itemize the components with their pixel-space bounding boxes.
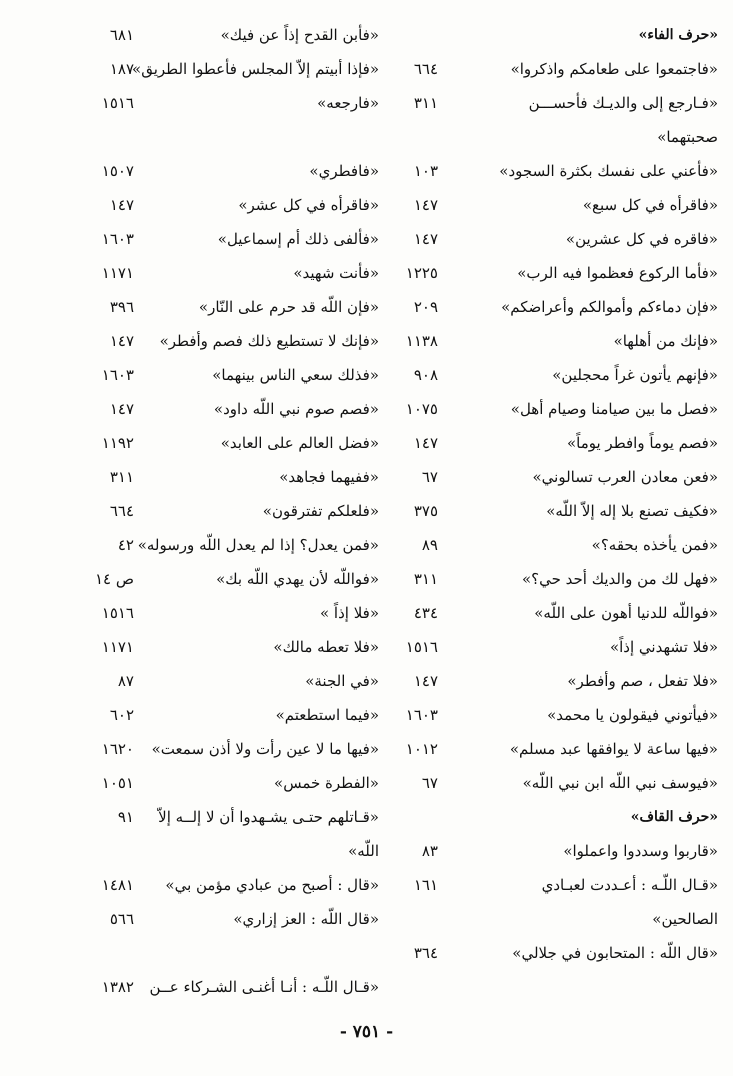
entry-page-number: ١٤٧	[109, 332, 134, 350]
entry-page-number: ١٠٣	[413, 162, 438, 180]
entry-text: «فواللّه للدنيا أهون على اللّه»	[534, 604, 718, 622]
entry-text: «قال : أصبح من عبادي مؤمن بي»	[165, 876, 379, 894]
index-entry	[84, 868, 379, 902]
entry-page-number: ٩٠٨	[413, 366, 438, 384]
entry-text: «قـاتلهم حتـى يشـهدوا أن لا إلــه إلاّ	[158, 808, 379, 826]
index-entry	[84, 324, 379, 358]
entry-text: «قـال اللّـه : أعـددت لعبـادي	[541, 876, 718, 894]
entry-page-number: ٣١١	[109, 468, 134, 486]
index-entry	[378, 494, 718, 528]
index-entry	[378, 596, 718, 630]
index-entry	[378, 868, 718, 902]
entry-page-number: ٩١	[117, 808, 134, 826]
entry-text: «فعن معادن العرب تسالوني»	[532, 468, 718, 486]
right-column	[378, 18, 718, 970]
index-entry	[378, 222, 718, 256]
entry-text: صحبتهما»	[657, 128, 718, 146]
entry-text: «فيوسف نبي اللّه ابن نبي اللّه»	[522, 774, 718, 792]
index-entry	[84, 290, 379, 324]
index-entry	[84, 936, 379, 970]
entry-text: «فأبن القدح إذاً عن فيك»	[220, 26, 379, 44]
entry-text: «في الجنة»	[305, 672, 379, 690]
index-entry	[84, 358, 379, 392]
index-entry	[378, 936, 718, 970]
entry-text: «ففيهما فجاهد»	[279, 468, 379, 486]
index-entry	[84, 494, 379, 528]
entry-text: «حرف القاف»	[630, 809, 718, 825]
entry-text: «فواللّه لأن يهدي اللّه بك»	[216, 570, 379, 588]
index-entry	[378, 698, 718, 732]
entry-page-number: ٦٨١	[109, 26, 134, 44]
entry-text: «فإنك لا تستطيع ذلك فصم وأفطر»	[159, 332, 379, 350]
entry-page-number: ١١٧١	[101, 638, 134, 656]
entry-text: «الفطرة خمس»	[274, 774, 379, 792]
entry-page-number: ٦٧	[421, 468, 438, 486]
index-entry	[84, 18, 379, 52]
entry-page-number: ٦٧	[421, 774, 438, 792]
entry-page-number: ١٤٧	[413, 672, 438, 690]
entry-page-number: ٣٦٤	[413, 944, 438, 962]
index-entry	[84, 154, 379, 188]
entry-text: «فأنت شهيد»	[293, 264, 379, 282]
entry-page-number: ١٦٢٠	[101, 740, 134, 758]
entry-text: «فضل العالم على العابد»	[220, 434, 379, 452]
entry-text: «فلا تشهدني إذاً»	[609, 638, 718, 656]
entry-text: «فإنهم يأتون غراً محجلين»	[552, 366, 718, 384]
entry-text: «فافطري»	[309, 162, 379, 180]
entry-text: «فمن يأخذه بحقه؟»	[591, 536, 718, 554]
index-entry	[378, 460, 718, 494]
entry-page-number: ١٤٧	[109, 196, 134, 214]
entry-text: «فصل ما بين صيامنا وصيام أهل»	[510, 400, 718, 418]
left-column	[84, 18, 379, 1004]
entry-page-number: ٣١١	[413, 570, 438, 588]
entry-page-number: ١٠٥١	[101, 774, 134, 792]
index-entry	[84, 426, 379, 460]
index-entry	[378, 324, 718, 358]
entry-text: «فأما الركوع فعظموا فيه الرب»	[517, 264, 718, 282]
index-entry	[84, 902, 379, 936]
index-entry	[378, 52, 718, 86]
index-entry	[84, 596, 379, 630]
entry-page-number: ٨٧	[117, 672, 134, 690]
entry-page-number: ١٥١٦	[405, 638, 438, 656]
index-entry	[378, 834, 718, 868]
entry-page-number: ١٤٧	[109, 400, 134, 418]
index-entry	[84, 834, 379, 868]
entry-text: «فلا تعطه مالك»	[273, 638, 379, 656]
entry-page-number: ١١٩٢	[101, 434, 134, 452]
entry-page-number: ٢٠٩	[413, 298, 438, 316]
entry-text: «قال اللّه : العز إزاري»	[233, 910, 379, 928]
index-entry	[378, 902, 718, 936]
entry-text: «فهل لك من والديك أحد حي؟»	[521, 570, 718, 588]
index-entry	[84, 800, 379, 834]
entry-page-number: ١٥١٦	[101, 604, 134, 622]
entry-text: «حرف الفاء»	[638, 27, 718, 43]
index-entry	[84, 460, 379, 494]
entry-text: «فصم يوماً وافطر يوماً»	[566, 434, 718, 452]
index-entry	[378, 732, 718, 766]
index-entry	[378, 664, 718, 698]
index-entry	[378, 290, 718, 324]
index-entry	[84, 698, 379, 732]
entry-page-number: ١٥١٦	[101, 94, 134, 112]
entry-page-number: ١٠١٢	[405, 740, 438, 758]
entry-page-number: ١٦١	[413, 876, 438, 894]
entry-text: «فيأتوني فيقولون يا محمد»	[547, 706, 718, 724]
index-entry	[84, 120, 379, 154]
entry-text: «فصم صوم نبي اللّه داود»	[213, 400, 379, 418]
entry-page-number: ٥٦٦	[109, 910, 134, 928]
entry-text: «فاقرأه في كل عشر»	[238, 196, 379, 214]
index-entry	[378, 392, 718, 426]
entry-page-number: ١٦٠٣	[101, 366, 134, 384]
entry-text: «فاقره في كل عشرين»	[565, 230, 718, 248]
index-entry	[378, 426, 718, 460]
index-entry	[84, 630, 379, 664]
entry-text: «فارجعه»	[317, 94, 379, 112]
entry-text: «فمن يعدل؟ إذا لم يعدل اللّه ورسوله»	[137, 536, 379, 554]
entry-page-number: ص ١٤	[94, 570, 134, 588]
entry-page-number: ١٤٨١	[101, 876, 134, 894]
entry-page-number: ٤٢	[117, 536, 134, 554]
entry-text: «قاربوا وسددوا واعملوا»	[563, 842, 718, 860]
entry-text: «فـارجع إلى والديـك فأحســـن	[528, 94, 718, 112]
entry-text: «فلا إذاً »	[319, 604, 379, 622]
entry-page-number: ١٠٧٥	[405, 400, 438, 418]
entry-page-number: ٨٣	[421, 842, 438, 860]
index-entry	[84, 86, 379, 120]
entry-text: الصالحين»	[652, 910, 718, 928]
entry-page-number: ١٤٧	[413, 196, 438, 214]
index-entry	[378, 562, 718, 596]
index-entry	[84, 392, 379, 426]
entry-text: «فلا تفعل ، صم وأفطر»	[567, 672, 718, 690]
entry-text: «فأعني على نفسك بكثرة السجود»	[499, 162, 718, 180]
section-heading	[378, 800, 718, 834]
index-entry	[84, 766, 379, 800]
page-number: - ٧٥١ -	[339, 1022, 394, 1042]
index-entry	[378, 766, 718, 800]
entry-text: «فإذا أبيتم إلاّ المجلس فأعطوا الطريق»	[132, 60, 379, 78]
index-entry	[84, 528, 379, 562]
index-entry	[84, 562, 379, 596]
entry-text: اللّه»	[348, 842, 379, 860]
entry-page-number: ١٥٠٧	[101, 162, 134, 180]
index-entry	[378, 86, 718, 120]
index-entry	[378, 528, 718, 562]
index-entry	[378, 358, 718, 392]
entry-page-number: ٣١١	[413, 94, 438, 112]
entry-text: «فذلك سعي الناس بينهما»	[212, 366, 379, 384]
index-entry	[84, 188, 379, 222]
entry-text: «فإنك من أهلها»	[613, 332, 718, 350]
index-entry	[378, 256, 718, 290]
entry-page-number: ٦٠٢	[109, 706, 134, 724]
index-entry	[84, 970, 379, 1004]
entry-text: «فإن اللّه قد حرم على النّار»	[198, 298, 379, 316]
entry-page-number: ١٣٨٢	[101, 978, 134, 996]
entry-text: «فلعلكم تفترقون»	[262, 502, 379, 520]
index-entry	[84, 52, 379, 86]
entry-page-number: ١١٧١	[101, 264, 134, 282]
entry-text: «فيما استطعتم»	[275, 706, 379, 724]
entry-text: «قـال اللّـه : أنـا أغنـى الشـركاء عــن	[149, 978, 379, 996]
entry-page-number: ١٢٢٥	[405, 264, 438, 282]
index-entry	[84, 732, 379, 766]
entry-text: «فاقرأه في كل سبع»	[582, 196, 718, 214]
entry-page-number: ٦٦٤	[109, 502, 134, 520]
index-entry	[378, 188, 718, 222]
entry-page-number: ١٦٠٣	[101, 230, 134, 248]
entry-text: «فيها ساعة لا يوافقها عبد مسلم»	[509, 740, 718, 758]
entry-text: «فيها ما لا عين رأت ولا أذن سمعت»	[151, 740, 379, 758]
section-heading	[378, 18, 718, 52]
entry-page-number: ١١٣٨	[405, 332, 438, 350]
entry-text: «فاجتمعوا على طعامكم واذكروا»	[510, 60, 718, 78]
entry-page-number: ٣٧٥	[413, 502, 438, 520]
entry-page-number: ١٨٧	[109, 60, 134, 78]
entry-page-number: ١٤٧	[413, 230, 438, 248]
entry-text: «فكيف تصنع بلا إله إلاّ اللّه»	[546, 502, 718, 520]
entry-page-number: ٣٩٦	[109, 298, 134, 316]
entry-page-number: ٤٣٤	[413, 604, 438, 622]
entry-page-number: ١٤٧	[413, 434, 438, 452]
entry-text: «فإن دماءكم وأموالكم وأعراضكم»	[501, 298, 718, 316]
entry-page-number: ١٦٠٣	[405, 706, 438, 724]
entry-text: «فألفى ذلك أم إسماعيل»	[217, 230, 379, 248]
index-entry	[378, 630, 718, 664]
entry-page-number: ٦٦٤	[413, 60, 438, 78]
index-entry	[378, 154, 718, 188]
index-entry	[84, 256, 379, 290]
index-entry	[84, 664, 379, 698]
index-entry	[84, 222, 379, 256]
entry-text: «قال اللّه : المتحابون في جلالي»	[512, 944, 718, 962]
index-entry	[378, 120, 718, 154]
entry-page-number: ٨٩	[421, 536, 438, 554]
